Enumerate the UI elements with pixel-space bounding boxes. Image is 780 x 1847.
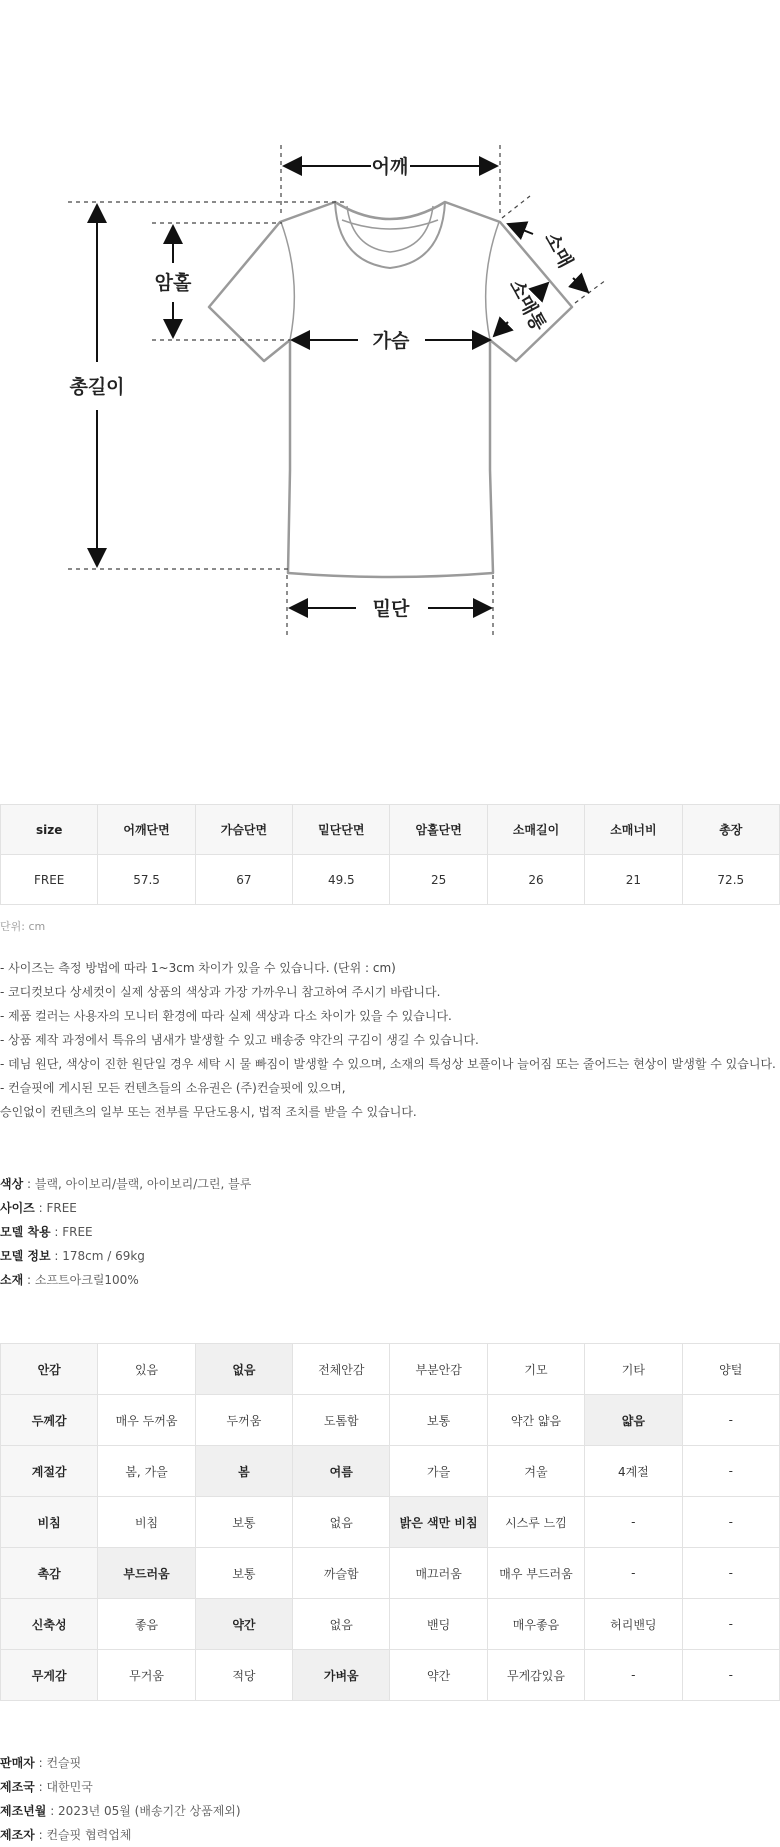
attribute-option: - [585,1497,682,1548]
attribute-name-cell: 촉감 [1,1548,98,1599]
spec-item-label: 색상 [0,1177,24,1191]
attribute-option: 적당 [195,1650,292,1701]
spec-item-value: : FREE [34,1201,77,1215]
attribute-option: - [682,1599,779,1650]
attribute-option: 두꺼움 [195,1395,292,1446]
attribute-option-selected: 밝은 색만 비침 [390,1497,487,1548]
attribute-row [1,1395,780,1446]
spec-item-label: 모델 정보 [0,1249,51,1263]
size-table [0,804,780,905]
attribute-option-selected: 여름 [293,1446,390,1497]
label-chest: 가슴 [372,330,410,352]
attribute-option: 전체안감 [293,1344,390,1395]
attribute-option: 무게감있음 [487,1650,584,1701]
attribute-option: 없음 [293,1599,390,1650]
attribute-option: 매우 두꺼움 [98,1395,195,1446]
seller-item-value: : 대한민국 [34,1780,93,1794]
attribute-row [1,1344,780,1395]
size-header-cell: 어깨단면 [98,805,195,855]
size-value-cell: 25 [390,855,487,905]
attribute-option: - [682,1497,779,1548]
attribute-option: 약간 얇음 [487,1395,584,1446]
attribute-option: 매끄러움 [390,1548,487,1599]
note-line: - 컨슬핏에 게시된 모든 컨텐츠들의 소유권은 (주)컨슬핏에 있으며, [0,1081,346,1095]
attribute-option: 까슬함 [293,1548,390,1599]
attribute-name-cell: 안감 [1,1344,98,1395]
attribute-option: 약간 [390,1650,487,1701]
size-header-cell: 암홀단면 [390,805,487,855]
note-line: 승인없이 컨텐츠의 일부 또는 전부를 무단도용시, 법적 조치를 받을 수 있습니다. [0,1105,417,1119]
attribute-option: - [682,1446,779,1497]
label-armhole: 암홀 [154,272,192,294]
spec-item [0,1172,251,1196]
attribute-option: 부분안감 [390,1344,487,1395]
size-value-cell: 49.5 [293,855,390,905]
attribute-table [0,1343,780,1701]
seller-item-value: : 2023년 05월 (배송기간 상품제외) [46,1804,241,1818]
attribute-option: 밴딩 [390,1599,487,1650]
attribute-option: - [682,1650,779,1701]
attribute-option-selected: 가벼움 [293,1650,390,1701]
attribute-name-cell: 비침 [1,1497,98,1548]
size-value-cell: 72.5 [682,855,779,905]
note-line: - 제품 컬러는 사용자의 모니터 환경에 따라 실제 색상과 다소 차이가 있을 수 있습니다. [0,1009,452,1023]
attribute-option: 겨울 [487,1446,584,1497]
spec-item-label: 소재 [0,1273,24,1287]
attribute-option-selected: 없음 [195,1344,292,1395]
attribute-option-selected: 약간 [195,1599,292,1650]
spec-item-label: 모델 착용 [0,1225,51,1239]
size-value-cell: 26 [487,855,584,905]
spec-item-value: : 소프트아크릴100% [23,1273,139,1287]
size-value-cell: 67 [195,855,292,905]
label-total-length: 총길이 [69,376,125,398]
attribute-name-cell: 계절감 [1,1446,98,1497]
size-header-cell: 밑단단면 [293,805,390,855]
size-header-cell: size [1,805,98,855]
size-header-cell: 총장 [682,805,779,855]
size-diagram [0,0,780,680]
size-header-cell: 소매길이 [487,805,584,855]
note-line: - 데님 원단, 색상이 진한 원단일 경우 세탁 시 물 빠짐이 발생할 수 있으며, 소재의 특성상 보풀이나 늘어짐 또는 줄어드는 현상이 발생할 수 있습니다. [0,1057,776,1071]
attribute-option: 무거움 [98,1650,195,1701]
attribute-name-cell: 신축성 [1,1599,98,1650]
attribute-option: 도톰함 [293,1395,390,1446]
attribute-row [1,1650,780,1701]
size-table-header [1,805,780,855]
tshirt-outline [209,202,572,577]
note-line: - 상품 제작 과정에서 특유의 냄새가 발생할 수 있고 배송중 약간의 구김이 생길 수 있습니다. [0,1033,479,1047]
attribute-option: 4계절 [585,1446,682,1497]
spec-item-value: : FREE [50,1225,93,1239]
attribute-option: 보통 [195,1548,292,1599]
seller-item [0,1799,241,1823]
attribute-option: 없음 [293,1497,390,1548]
seller-item-label: 제조년월 [0,1804,47,1818]
note-line: - 사이즈는 측정 방법에 따라 1~3cm 차이가 있을 수 있습니다. (단위 : cm) [0,961,396,975]
seller-item [0,1751,241,1775]
label-shoulder: 어깨 [371,156,409,178]
size-value-cell: 57.5 [98,855,195,905]
attribute-name-cell: 무게감 [1,1650,98,1701]
label-sleeve-length: 소매 [539,228,577,272]
attribute-option: 비침 [98,1497,195,1548]
attribute-option: 기모 [487,1344,584,1395]
attribute-option: 보통 [390,1395,487,1446]
unit-note: 단위: cm [0,920,46,933]
attribute-option: 시스루 느낌 [487,1497,584,1548]
spec-item [0,1268,251,1292]
seller-item [0,1823,241,1847]
attribute-option: 가을 [390,1446,487,1497]
attribute-row [1,1497,780,1548]
attribute-row [1,1446,780,1497]
note-line: - 코디컷보다 상세컷이 실제 상품의 색상과 가장 가까우니 참고하여 주시기 바랍니다. [0,985,441,999]
attribute-option: 봄, 가을 [98,1446,195,1497]
attribute-name-cell: 두께감 [1,1395,98,1446]
seller-item-value: : 컨슬핏 협력업체 [34,1828,132,1842]
attribute-option: 기타 [585,1344,682,1395]
seller-item-label: 제조국 [0,1780,35,1794]
seller-item-label: 제조자 [0,1828,35,1842]
attribute-option-selected: 얇음 [585,1395,682,1446]
measure-arrows [97,166,588,608]
attribute-row [1,1599,780,1650]
attribute-option: - [585,1650,682,1701]
label-sleeve-width: 소매통 [504,275,550,335]
size-table-row [1,855,780,905]
attribute-option: 매우 부드러움 [487,1548,584,1599]
spec-item [0,1220,251,1244]
attribute-option: - [585,1548,682,1599]
attribute-option: 매우좋음 [487,1599,584,1650]
attribute-option: 있음 [98,1344,195,1395]
spec-item [0,1196,251,1220]
seller-info [0,1751,241,1847]
attribute-option-selected: 부드러움 [98,1548,195,1599]
spec-item [0,1244,251,1268]
size-header-cell: 가슴단면 [195,805,292,855]
notes-list [0,956,780,1124]
seller-item-label: 판매자 [0,1756,35,1770]
product-specs [0,1172,251,1292]
attribute-row [1,1548,780,1599]
spec-item-label: 사이즈 [0,1201,35,1215]
spec-item-value: : 178cm / 69kg [50,1249,145,1263]
attribute-option: 양털 [682,1344,779,1395]
attribute-option: - [682,1395,779,1446]
attribute-option: 좋음 [98,1599,195,1650]
attribute-option-selected: 봄 [195,1446,292,1497]
seller-item-value: : 컨슬핏 [34,1756,82,1770]
attribute-option: - [682,1548,779,1599]
spec-item-value: : 블랙, 아이보리/블랙, 아이보리/그린, 블루 [23,1177,252,1191]
size-name-cell: FREE [1,855,98,905]
size-header-cell: 소매너비 [585,805,682,855]
label-hem: 밑단 [372,598,410,620]
attribute-option: 허리밴딩 [585,1599,682,1650]
size-value-cell: 21 [585,855,682,905]
seller-item [0,1775,241,1799]
attribute-option: 보통 [195,1497,292,1548]
